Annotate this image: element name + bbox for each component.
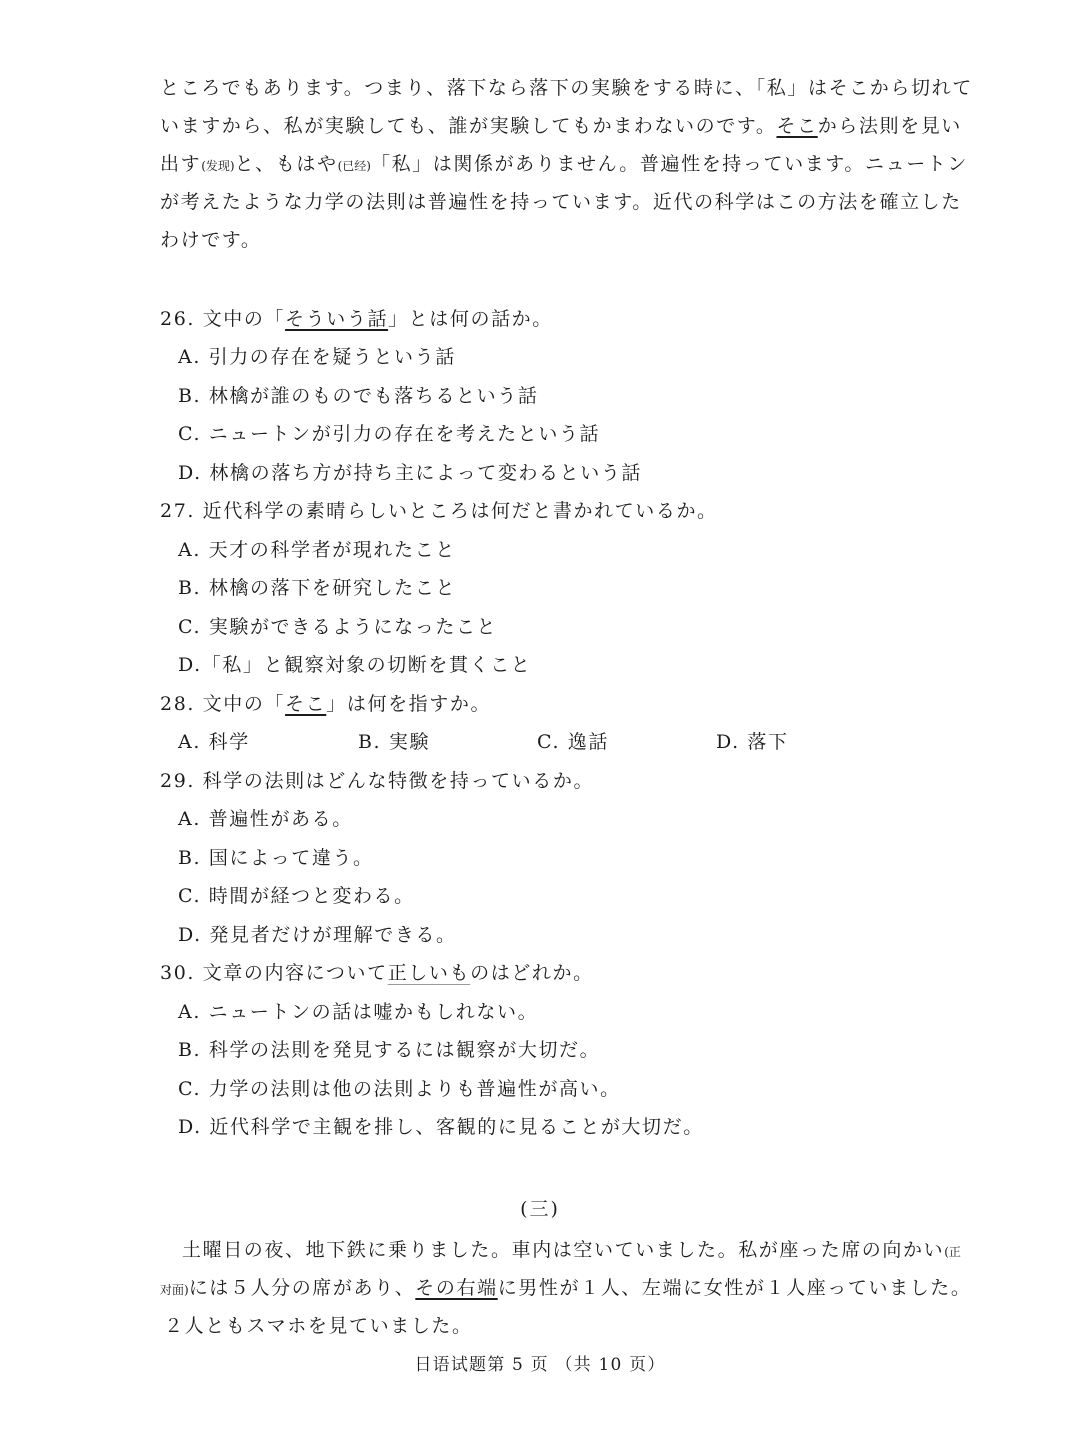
q29-option-d: D. 発見者だけが理解できる。 [178,924,457,946]
passage-text: から法則を見い [817,115,962,137]
gloss-note: (正 [944,1245,961,1259]
question-28-stem [160,691,491,717]
q27-option-a: A. 天才の科学者が現れたこと [178,539,456,561]
q26-option-b: B. 林檎が誰のものでも落ちるという話 [178,385,539,407]
q30-option-b: B. 科学の法則を発見するには観察が大切だ。 [178,1039,601,1061]
section-heading: (三) [520,1198,560,1220]
gloss-note: 对面) [160,1283,189,1297]
question-27-stem: 27. 近代科学の素晴らしいところは何だと書かれているか。 [160,500,718,522]
passage-line-3 [160,151,968,179]
q27-option-b: B. 林檎の落下を研究したこと [178,577,457,599]
passage-text: に男性が１人、左端に女性が１人座っていました。 [497,1277,972,1299]
page-footer: 日语试题第 5 页 （共 10 页） [414,1355,666,1375]
q27-option-c: C. 実験ができるようになったこと [178,616,498,638]
q30-option-c: C. 力学の法則は他の法則よりも普遍性が高い。 [178,1078,621,1100]
underlined-phrase: そういう話 [285,308,389,330]
passage-line-1 [160,75,973,101]
question-29-stem: 29. 科学の法則はどんな特徴を持っているか。 [160,770,595,792]
question-text: 28. 文中の「 [160,693,286,715]
passage-text: 「私」は関係がありません。普遍性を持っています。ニュートン [370,153,968,175]
question-text: のはどれか。 [470,962,594,984]
q28-option-a: A. 科学 [178,731,250,753]
q26-option-d: D. 林檎の落ち方が持ち主によって変わるという話 [178,462,643,484]
q30-option-a: A. ニュートンの話は嘘かもしれない。 [178,1001,539,1023]
question-text: 」は何を指すか。 [326,693,492,715]
section3-line-2 [160,1275,972,1303]
section3-line-1 [182,1237,961,1265]
question-text: 」とは何の話か。 [388,308,553,330]
underlined-soko: そこ [776,115,818,137]
q26-option-c: C. ニュートンが引力の存在を考えたという話 [178,423,601,445]
question-26-stem [160,306,553,332]
q29-option-b: B. 国によって違う。 [178,847,374,869]
q27-option-d: D.「私」と観察対象の切断を貫くこと [178,654,532,676]
q28-option-d: D. 落下 [716,731,789,753]
question-text: 30. 文章の内容について [160,962,388,984]
question-30-stem [160,960,594,986]
passage-text: いますから、私が実験しても、誰が実験してもかまわないのです。 [160,115,777,137]
gloss-note: (发现) [201,159,235,173]
passage-line-5 [160,227,261,253]
underlined-phrase: 正しいも [387,962,471,984]
passage-text: には５人分の席があり、 [188,1277,416,1299]
section3-line-3: ２人ともスマホを見ていました。 [164,1315,473,1337]
passage-text: が考えたような力学の法則は普遍性を持っています。近代の科学はこの方法を確立した [160,191,962,213]
underlined-phrase: そこ [285,693,327,715]
passage-text: 出す [160,153,202,175]
q28-option-b: B. 実験 [358,731,431,753]
passage-text: ところでもあります。つまり、落下なら落下の実験をする時に、「私」はそこから切れて [160,77,973,99]
q29-option-c: C. 時間が経つと変わる。 [178,885,415,907]
q29-option-a: A. 普遍性がある。 [178,808,353,830]
q30-option-d: D. 近代科学で主観を排し、客観的に見ることが大切だ。 [178,1116,704,1138]
passage-text: と、もはや [234,153,338,175]
passage-text: わけです。 [160,229,262,251]
question-text: 26. 文中の「 [160,308,286,330]
passage-line-4 [160,189,962,215]
underlined-phrase: その右端 [415,1277,498,1299]
q28-option-c: C. 逸話 [537,731,609,753]
q26-option-a: A. 引力の存在を疑うという話 [178,346,456,368]
passage-text: 土曜日の夜、地下鉄に乗りました。車内は空いていました。私が座った席の向かい [182,1239,945,1261]
passage-line-2 [160,113,962,139]
gloss-note: (已经) [337,159,371,173]
